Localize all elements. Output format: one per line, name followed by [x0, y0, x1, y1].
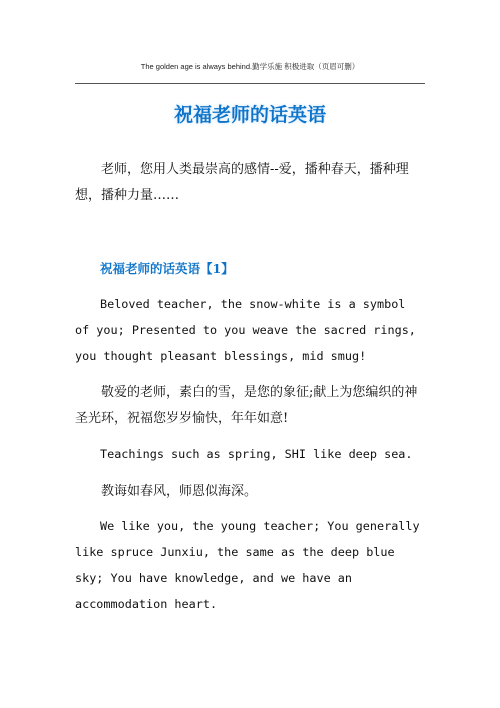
- header-divider: [75, 83, 425, 84]
- english-paragraph-1: Beloved teacher, the snow-white is a symbol of you; Presented to you weave the sacred rings, you thought pleasant blessings, mid smug!: [75, 297, 416, 363]
- intro-paragraph: 老师，您用人类最崇高的感情--爱，播种春天，播种理想，播种力量……: [75, 162, 409, 203]
- chinese-paragraph-1: 敬爱的老师，素白的雪，是您的象征;献上为您编织的神圣光环，祝福您岁岁愉快，年年如意!: [75, 385, 418, 426]
- document-title: 祝福老师的话英语: [173, 104, 326, 126]
- page-header: The golden age is always behind.勤学乐施 积极进取（页眉可删）: [140, 62, 360, 71]
- english-paragraph-2: Teachings such as spring, SHI like deep sea.: [100, 447, 413, 461]
- english-paragraph-3: We like you, the young teacher; You generally like spruce Junxiu, the same as the deep blue sky; You have knowledge, and we have an accommodation heart.: [75, 519, 420, 611]
- chinese-paragraph-2: 教诲如春风，师恩似海深。: [101, 484, 258, 499]
- section-heading: 祝福老师的话英语【1】: [100, 261, 234, 276]
